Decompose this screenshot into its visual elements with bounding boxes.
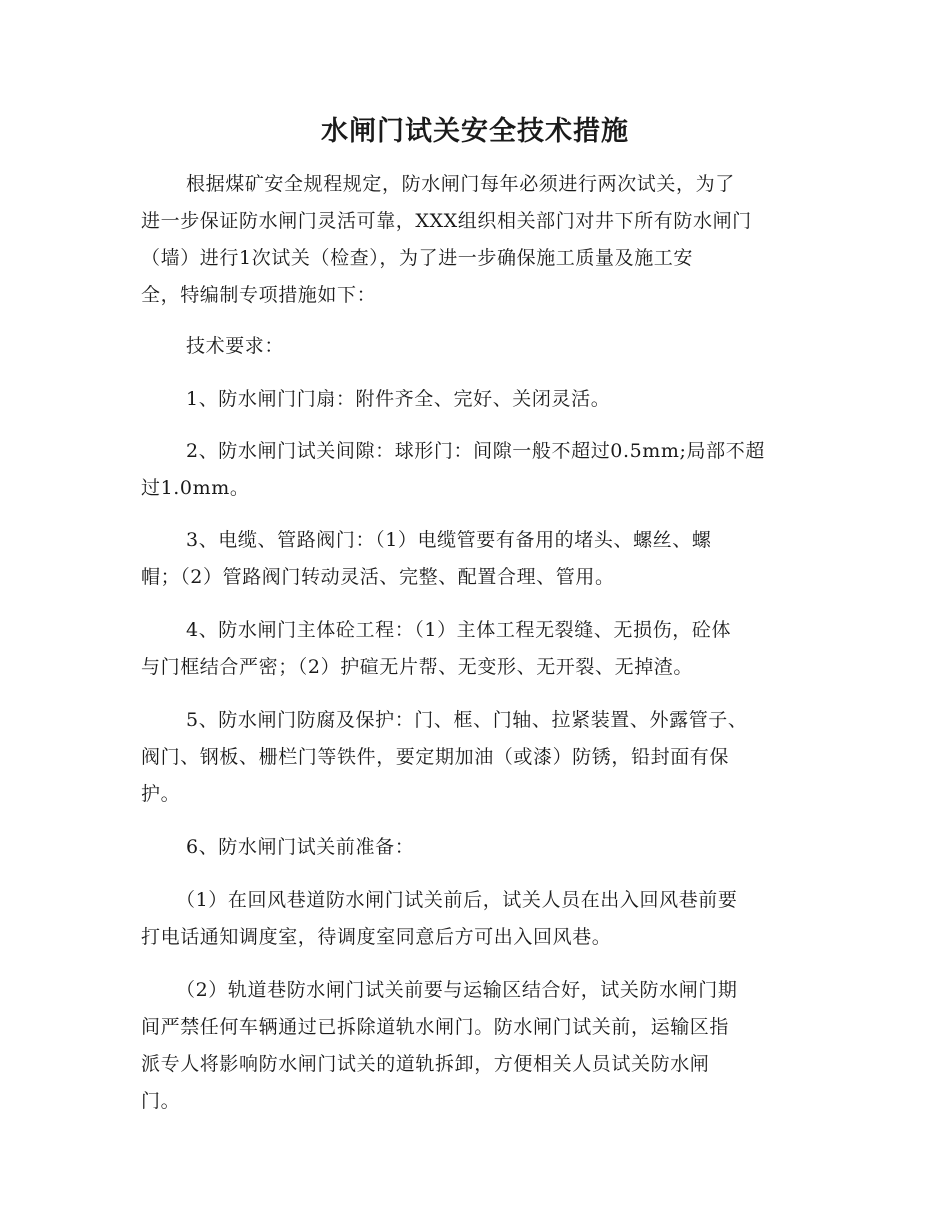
paragraph-line: 进一步保证防水闸门灵活可靠，XXX组织相关部门对井下所有防水闸门 bbox=[141, 210, 752, 232]
paragraph-line: 技术要求： bbox=[186, 335, 285, 357]
paragraph-item-6-2 bbox=[141, 972, 809, 1120]
paragraph-item-1 bbox=[141, 381, 809, 418]
paragraph-line: 门。 bbox=[141, 1090, 181, 1112]
paragraph-line: 间严禁任何车辆通过已拆除道轨水闸门。防水闸门试关前，运输区指 bbox=[141, 1016, 730, 1038]
paragraph-line: 打电话通知调度室，待调度室同意后方可出入回风巷。 bbox=[141, 926, 612, 948]
paragraph-line: 全，特编制专项措施如下： bbox=[141, 284, 377, 306]
paragraph-line: 派专人将影响防水闸门试关的道轨拆卸，方便相关人员试关防水闸 bbox=[141, 1053, 710, 1075]
paragraph-intro bbox=[141, 166, 809, 314]
paragraph-line: （墙）进行1次试关（检查），为了进一步确保施工质量及施工安 bbox=[141, 247, 693, 269]
paragraph-item-6-1 bbox=[141, 882, 809, 956]
paragraph-tech-requirements bbox=[141, 328, 809, 365]
paragraph-item-2 bbox=[141, 433, 809, 507]
paragraph-line: 过1.0mm。 bbox=[141, 477, 250, 499]
paragraph-line: 1、防水闸门门扇：附件齐全、完好、关闭灵活。 bbox=[186, 388, 611, 410]
paragraph-item-3 bbox=[141, 522, 809, 596]
paragraph-line: 根据煤矿安全规程规定，防水闸门每年必须进行两次试关，为了 bbox=[186, 173, 735, 195]
paragraph-line: （2）轨道巷防水闸门试关前要与运输区结合好，试关防水闸门期 bbox=[176, 979, 738, 1001]
paragraph-line: 6、防水闸门试关前准备： bbox=[186, 836, 415, 858]
paragraph-line: 3、电缆、管路阀门：（1）电缆管要有备用的堵头、螺丝、螺 bbox=[186, 529, 712, 551]
paragraph-line: （1）在回风巷道防水闸门试关前后，试关人员在出入回风巷前要 bbox=[176, 889, 738, 911]
paragraph-line: 阀门、钢板、栅栏门等铁件，要定期加油（或漆）防锈，铅封面有保 bbox=[141, 746, 730, 768]
document-title: 水闸门试关安全技术措施 bbox=[321, 116, 629, 147]
paragraph-line: 帽；（2）管路阀门转动灵活、完整、配置合理、管用。 bbox=[141, 566, 615, 588]
paragraph-item-5 bbox=[141, 702, 809, 813]
paragraph-line: 2、防水闸门试关间隙：球形门：间隙一般不超过0.5mm;局部不超 bbox=[186, 440, 765, 462]
paragraph-line: 4、防水闸门主体砼工程：（1）主体工程无裂缝、无损伤，砼体 bbox=[186, 619, 732, 641]
paragraph-line: 5、防水闸门防腐及保护：门、框、门轴、拉紧装置、外露管子、 bbox=[186, 709, 748, 731]
paragraph-line: 与门框结合严密；（2）护碹无片帮、无变形、无开裂、无掉渣。 bbox=[141, 656, 693, 678]
paragraph-item-6 bbox=[141, 829, 809, 866]
paragraph-line: 护。 bbox=[141, 783, 181, 805]
paragraph-item-4 bbox=[141, 612, 809, 686]
